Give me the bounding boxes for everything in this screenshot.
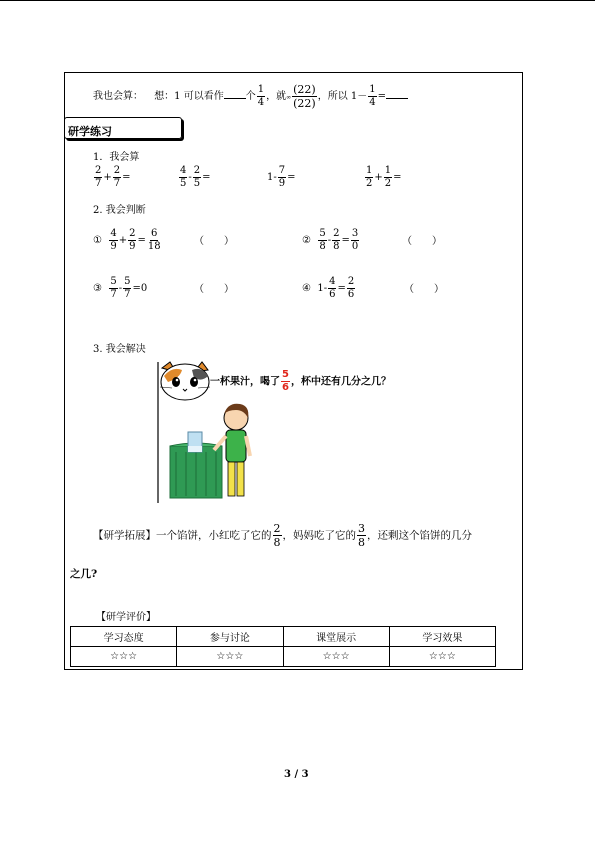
cat-face-icon bbox=[160, 362, 210, 400]
answer-paren[interactable]: （ ） bbox=[194, 284, 234, 295]
intro-line: 我也会算： 想：1 可以看作 个 $\frac{1}{4}$ ，就∞ $\frac{(22)}{(22)}$ ，所以 1－ $\frac{1}{4}$ = bbox=[93, 84, 408, 109]
q2-item-2: ② $\frac{5}{8}$ - $\frac{2}{8}$ = $\frac{3}{0}$ bbox=[302, 228, 359, 252]
evaluation-table bbox=[70, 626, 496, 667]
section-title: 研学练习 bbox=[68, 125, 112, 138]
intro-text2: 个 bbox=[245, 91, 256, 102]
q1-item-4: $\frac{1}{2}$ + $\frac{1}{2}$ = bbox=[366, 165, 402, 189]
answer-paren[interactable]: （ ） bbox=[402, 236, 442, 247]
q1-title: 1．我会算 bbox=[93, 152, 140, 163]
q3-title: 3. 我会解决 bbox=[93, 344, 146, 355]
table-header-cell: 参与讨论 bbox=[177, 627, 283, 647]
table-row bbox=[71, 647, 496, 667]
fraction: $\frac{(22)}{(22)}$ bbox=[293, 83, 316, 110]
intro-text5: = bbox=[377, 91, 387, 102]
q2-item-4: ④ 1- $\frac{4}{6}$ = $\frac{2}{6}$ bbox=[302, 276, 355, 300]
star-rating[interactable]: ☆☆☆ bbox=[71, 647, 177, 667]
star-rating[interactable]: ☆☆☆ bbox=[389, 647, 495, 667]
intro-text3: ，就 bbox=[266, 91, 287, 102]
extension-label: 【研学拓展】 bbox=[93, 529, 156, 542]
q1-item-3: 1- $\frac{7}{9}$ = bbox=[267, 165, 296, 189]
table-header-cell: 学习效果 bbox=[389, 627, 495, 647]
answer-paren[interactable]: （ ） bbox=[194, 236, 234, 247]
answer-paren[interactable]: （ ） bbox=[404, 284, 444, 295]
fraction: $\frac{1}{4}$ bbox=[369, 84, 376, 108]
q2-item-3: ③ $\frac{5}{7}$ - $\frac{5}{7}$ =0 bbox=[93, 276, 148, 300]
answer-blank[interactable] bbox=[224, 90, 246, 99]
q1-item-1: $\frac{2}{7}$ + $\frac{2}{7}$ = bbox=[95, 165, 131, 189]
table-header-cell: 学习态度 bbox=[71, 627, 177, 647]
q3-problem-text: 一杯果汁，喝了 $\frac{5}{6}$ ，杯中还有几分之几？ bbox=[210, 369, 391, 393]
extension-line-2: 之几? bbox=[70, 568, 98, 580]
extension-line-1: 【研学拓展】一个馅饼，小红吃了它的 $\frac{2}{8}$ ，妈妈吃了它的 $\frac{3}{8}$ ，还剩这个馅饼的几分 bbox=[93, 522, 472, 549]
q2-item-1: ① $\frac{4}{9}$ + $\frac{2}{9}$ = $\frac{6}{18}$ bbox=[93, 228, 161, 252]
answer-blank[interactable] bbox=[386, 90, 408, 99]
star-rating[interactable]: ☆☆☆ bbox=[283, 647, 389, 667]
table-row bbox=[71, 627, 496, 647]
intro-text4: ，所以 1－ bbox=[317, 91, 368, 102]
juice-cup-icon bbox=[188, 432, 202, 452]
top-rule bbox=[0, 0, 595, 1]
intro-label: 我也会算： bbox=[93, 91, 143, 102]
intro-text1: 想：1 可以看作 bbox=[154, 91, 224, 102]
page-number: 3 / 3 bbox=[284, 769, 309, 780]
table-header-cell: 课堂展示 bbox=[283, 627, 389, 647]
q2-title: 2. 我会判断 bbox=[93, 205, 146, 216]
q1-item-2: $\frac{4}{5}$ - $\frac{2}{5}$ = bbox=[180, 165, 211, 189]
star-rating[interactable]: ☆☆☆ bbox=[177, 647, 283, 667]
evaluation-label: 【研学评价】 bbox=[96, 612, 156, 623]
fraction: $\frac{1}{4}$ bbox=[257, 84, 265, 108]
